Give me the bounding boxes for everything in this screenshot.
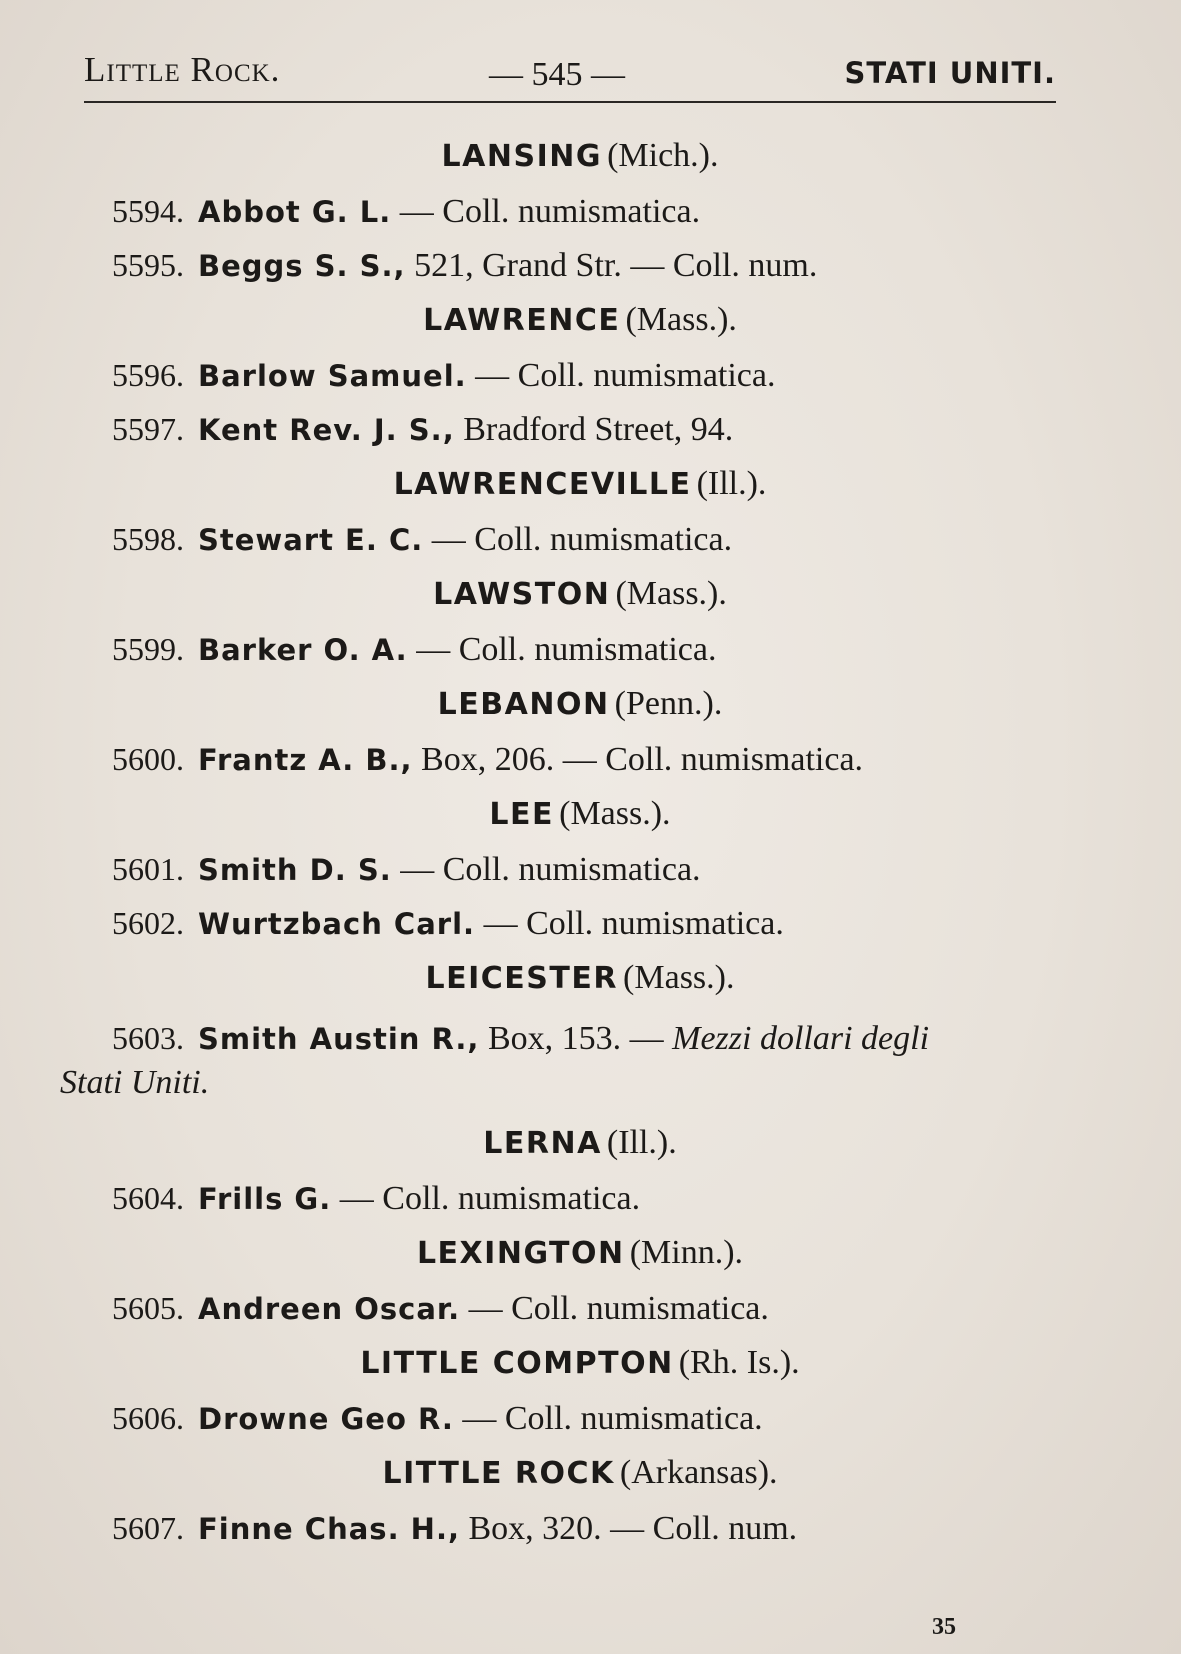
entry-name: Smith D. S. (198, 853, 392, 887)
directory-entry (60, 348, 1060, 402)
running-header (84, 42, 1056, 100)
city-heading (100, 950, 1060, 1006)
city-name: LEXINGTON (416, 1236, 625, 1271)
directory-entry (60, 238, 1060, 292)
city-heading (100, 456, 1060, 512)
entry-detail: Bradford Street, 94. (463, 411, 734, 448)
directory-entry (60, 1006, 1060, 1115)
entry-italic-note: Mezzi dollari degli (672, 1020, 930, 1057)
entry-detail: — Coll. numismatica. (475, 357, 776, 394)
entry-number: 5598. (112, 521, 184, 557)
entry-name: Finne Chas. H., (198, 1512, 460, 1546)
entry-number: 5604. (112, 1180, 184, 1216)
directory-entry (60, 1391, 1060, 1445)
city-state: (Rh. Is.). (678, 1344, 800, 1381)
page-number: — 545 — (489, 56, 625, 93)
entry-number: 5600. (112, 741, 184, 777)
entry-name: Smith Austin R., (198, 1022, 480, 1056)
city-name: LEICESTER (425, 961, 618, 996)
entry-detail: Box, 153. — (487, 1020, 664, 1057)
city-state: (Mich.). (607, 137, 719, 174)
entry-number: 5603. (112, 1020, 184, 1056)
city-state: (Ill.). (696, 465, 767, 502)
entry-number: 5605. (112, 1290, 184, 1326)
entry-detail: — Coll. numismatica. (339, 1180, 641, 1217)
entry-number: 5602. (112, 905, 184, 941)
entry-name: Frantz A. B., (198, 743, 413, 777)
directory-entry (60, 402, 1060, 456)
signature-mark: 35 (932, 1614, 956, 1640)
entry-detail: 521, Grand Str. — Coll. num. (414, 247, 818, 284)
entry-detail: — Coll. numismatica. (431, 521, 733, 558)
entry-name: Kent Rev. J. S., (198, 413, 455, 447)
city-state: (Ill.). (606, 1124, 677, 1161)
city-state: (Mass.). (623, 959, 735, 996)
entry-number: 5606. (112, 1400, 184, 1436)
entry-name: Frills G. (198, 1182, 332, 1216)
entry-number: 5595. (112, 247, 184, 283)
entry-detail: — Coll. numismatica. (483, 905, 784, 942)
entry-italic-note-continued: Stati Uniti. (60, 1064, 210, 1101)
city-name: LAWSTON (433, 577, 611, 612)
city-state: (Mass.). (625, 301, 737, 338)
directory-entry (60, 896, 1060, 950)
entry-name: Barlow Samuel. (198, 359, 467, 393)
city-name: LITTLE ROCK (382, 1456, 615, 1491)
directory-entry (60, 842, 1060, 896)
city-name: LEE (489, 797, 555, 832)
entry-detail: Box, 206. — Coll. numismatica. (421, 741, 864, 778)
entry-number: 5596. (112, 357, 184, 393)
entry-number: 5607. (112, 1510, 184, 1546)
city-state: (Mass.). (615, 575, 727, 612)
entry-number: 5599. (112, 631, 184, 667)
entry-number: 5594. (112, 193, 184, 229)
city-name: LAWRENCEVILLE (393, 467, 692, 502)
city-heading (100, 1115, 1060, 1171)
city-name: LAWRENCE (423, 303, 621, 338)
entry-name: Drowne Geo R. (198, 1402, 454, 1436)
city-state: (Minn.). (629, 1234, 744, 1271)
city-heading (100, 292, 1060, 348)
entry-detail: — Coll. numismatica. (399, 193, 701, 230)
entry-detail: — Coll. numismatica. (468, 1290, 769, 1327)
city-name: LANSING (441, 139, 602, 174)
city-name: LITTLE COMPTON (360, 1346, 674, 1381)
header-right-title: STATI UNITI. (844, 56, 1056, 90)
directory-entry (60, 512, 1060, 566)
header-rule (84, 101, 1056, 103)
entry-name: Barker O. A. (198, 633, 408, 667)
city-heading (100, 128, 1060, 184)
directory-entry (60, 184, 1060, 238)
entry-name: Beggs S. S., (198, 249, 406, 283)
city-heading (100, 1335, 1060, 1391)
directory-entry (60, 732, 1060, 786)
entry-name: Stewart E. C. (198, 523, 424, 557)
entry-name: Andreen Oscar. (198, 1292, 461, 1326)
directory-entry (60, 1171, 1060, 1225)
city-state: (Penn.). (614, 685, 723, 722)
city-heading (100, 676, 1060, 732)
entry-detail: — Coll. numismatica. (462, 1400, 763, 1437)
city-name: LEBANON (437, 687, 610, 722)
entry-number: 5601. (112, 851, 184, 887)
city-state: (Mass.). (559, 795, 671, 832)
entry-name: Abbot G. L. (198, 195, 392, 229)
city-heading (100, 1445, 1060, 1501)
directory-entry (60, 1281, 1060, 1335)
city-heading (100, 786, 1060, 842)
entry-detail: — Coll. numismatica. (400, 851, 701, 888)
city-name: LERNA (483, 1126, 602, 1161)
directory-entry (60, 622, 1060, 676)
city-heading (100, 1225, 1060, 1281)
city-heading (100, 566, 1060, 622)
directory-listing (60, 128, 1060, 1555)
directory-entry (60, 1501, 1060, 1555)
entry-detail: Box, 320. — Coll. num. (468, 1510, 798, 1547)
entry-detail: — Coll. numismatica. (416, 631, 717, 668)
entry-number: 5597. (112, 411, 184, 447)
city-state: (Arkansas). (619, 1454, 778, 1491)
header-left-title: Little Rock. (84, 50, 281, 89)
entry-name: Wurtzbach Carl. (198, 907, 476, 941)
